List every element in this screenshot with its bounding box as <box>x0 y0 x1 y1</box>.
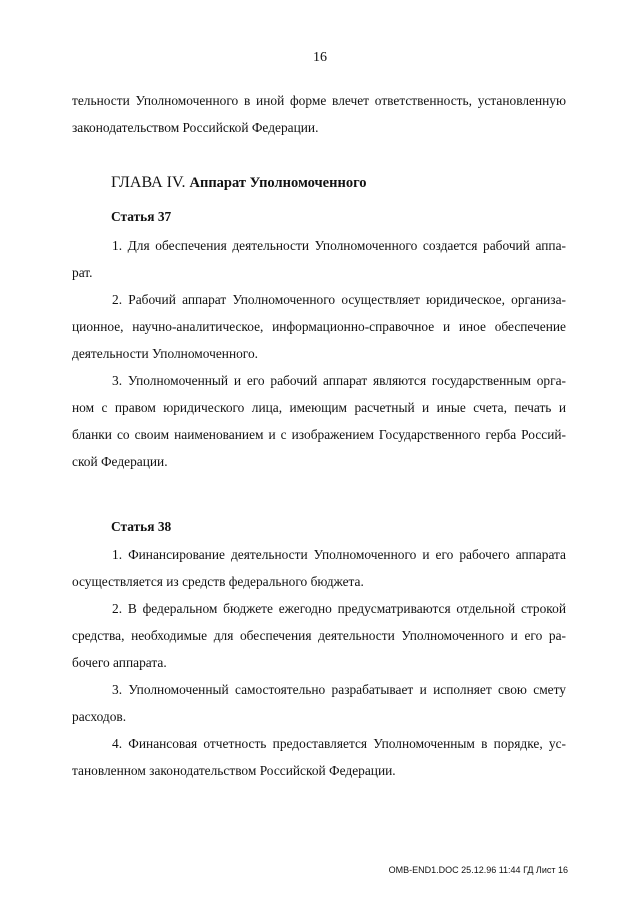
text-line: тановленном законодательством Российской Федерации. <box>72 763 396 778</box>
text-line: деятельности Уполномоченного. <box>72 346 259 361</box>
text-line: 3. Уполномоченный и его рабочий аппарат являются государственным орга- <box>112 373 566 388</box>
text-line: ционное, научно-аналитическое, информационно-справочное и иное обеспечение <box>72 319 566 334</box>
text-line: законодательством Российской Федерации. <box>72 120 319 135</box>
intro-paragraph <box>72 87 566 141</box>
text-line: средства, необходимые для обеспечения деятельности Уполномоченного и его ра- <box>72 628 566 643</box>
article-38-heading: Статья 38 <box>111 519 172 534</box>
chapter-prefix: ГЛАВА IV. <box>111 174 186 191</box>
text-line: 1. Для обеспечения деятельности Уполномоченного создается рабочий аппа- <box>112 238 566 253</box>
text-line: 2. В федеральном бюджете ежегодно предусматриваются отдельной строкой <box>112 601 566 616</box>
text-line: бочего аппарата. <box>72 655 167 670</box>
text-line: 3. Уполномоченный самостоятельно разрабатывает и исполняет свою смету <box>112 682 566 697</box>
text-line: осуществляется из средств федерального бюджета. <box>72 574 364 589</box>
chapter-heading <box>111 174 367 192</box>
text-line: ской Федерации. <box>72 454 168 469</box>
article-37-body <box>72 232 566 475</box>
article-38-body <box>72 541 566 784</box>
text-line: бланки со своим наименованием и с изображением Государственного герба Россий- <box>72 427 566 442</box>
text-line: 4. Финансовая отчетность предоставляется Уполномоченным в порядке, ус- <box>112 736 566 751</box>
text-line: рат. <box>72 265 93 280</box>
page-footer: OMB-END1.DOC 25.12.96 11:44 ГД Лист 16 <box>388 865 568 875</box>
text-line: ном с правом юридического лица, имеющим расчетный и иные счета, печать и <box>72 400 566 415</box>
chapter-title: Аппарат Уполномоченного <box>189 175 367 191</box>
article-37-heading: Статья 37 <box>111 209 172 224</box>
text-line: 2. Рабочий аппарат Уполномоченного осуществляет юридическое, организа- <box>112 292 566 307</box>
text-line: тельности Уполномоченного в иной форме влечет ответственность, установленную <box>72 93 566 108</box>
page-number: 16 <box>313 50 327 65</box>
text-line: расходов. <box>72 709 127 724</box>
text-line: 1. Финансирование деятельности Уполномоченного и его рабочего аппарата <box>112 547 566 562</box>
